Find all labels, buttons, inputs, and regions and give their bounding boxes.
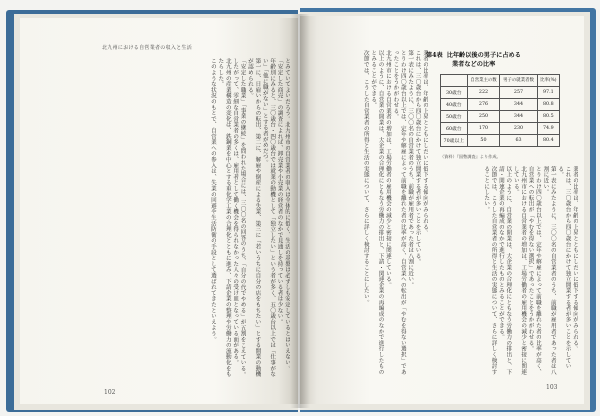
right-page-body-text-lower: 業者の比率は、年齢の上昇とともにしだいに低下する傾向がみられる。 これは、三〇歳台から四〇歳台にかけて独立開業する者が多いことを示している。 第一表にみたように、三〇〇名の自営業者のうち、前職が雇用者であった者は八割に近い。 とりわけ四〇歳台以上では、定年や解雇によって前職を離れた者の比率が高く、自営業への転出が「やむを得ない選択」であったことをうかがわせる。 北九州市における自営業者の増加は、工場労働者の雇用機会の減少と密接に関連している。 以上のように、自営業の開業は、大企業の合理化にともなう労働力の排出と、下請・関連企業の再編成のなかで進行したものとみることができる。 次節では、こうした自営業者の所得と生活の実態について、さらに詳しく検討することにしたい。 (483, 166, 578, 375)
table-cell: 70歳以上 (441, 135, 468, 147)
stats-table (440, 74, 560, 147)
table-header-cell: 比率(%) (537, 75, 559, 87)
right-page (300, 16, 584, 404)
table-cell: 50歳台 (441, 111, 468, 123)
table-cell: 97.1 (537, 87, 559, 99)
table-row (441, 135, 560, 147)
table-cell: 50 (467, 135, 500, 147)
table-cell: 40歳台 (441, 99, 468, 111)
table-cell: 170 (467, 123, 500, 135)
left-page (20, 18, 298, 404)
table-cell: 74.9 (537, 123, 559, 135)
table-cell: 344 (500, 111, 537, 123)
table-header-cell (441, 75, 468, 87)
table-cell: 60歳台 (441, 123, 468, 135)
table-cell: 80.5 (537, 111, 559, 123)
book-gutter (290, 14, 310, 408)
table-title (426, 52, 521, 60)
table-row (441, 99, 560, 111)
table-header-row (441, 75, 560, 87)
table-cell: 30歳台 (441, 87, 468, 99)
right-page-number: 103 (546, 384, 558, 391)
table-cell: 250 (467, 111, 500, 123)
table-header-cell: 自営業主の数 (467, 75, 500, 87)
table-cell: 276 (467, 99, 500, 111)
table-title-line2: 業者などの比率 (452, 61, 496, 68)
table-number: 第4表 (426, 52, 443, 59)
right-page-body-text-upper: 業者の比率は、年齢の上昇とともにしだいに低下する傾向がみられる。 これは、三〇歳台から四〇歳台にかけて独立開業する者が多いことを示している。 第一表にみたように、三〇〇名の自営業者のうち、前職が雇用者であった者は八割に近い。 とりわけ四〇歳台以上では、定年や解雇によって前職を離れた者の比率が高く、自営業への転出が「やむを得ない選択」であったことをうかがわせる。 北九州市における自営業者の増加は、工場労働者の雇用機会の減少と密接に関連している。 以上のように、自営業の開業は、大企業の合理化にともなう労働力の排出と、下請・関連企業の再編成のなかで進行したものとみることができる。 次節では、こうした自営業者の所得と生活の実態について、さらに詳しく検討することにしたい。 (362, 50, 428, 375)
left-page-body-text: とみていてよいだろう。北九州市の自営業者の収入は全体的に低く、生活の基盤は必ずしも安定しているとはいえない。 「安定した商売」の調査によれば、卸売業や小売業の経営者のなかで見通しを持っている者は少ない。 年齢別にみると、三〇歳台・四〇歳台では就業の動機として「独立したい」という者が多く、五〇歳台以上では「仕事がない」「他に職がない」とする者がめだつ。 第一に、日雇いからの転出、第二に、解雇や倒産による失業、第三に「若いうちに自分の店をもちたい」とする開業の動機が認められる。 「安定した職業」「事業の継続」を問われた場合には、三〇〇名の回答のうち、「自分の代でやめる」が五割をこえている。 したがって、零細な自営業者の多くは、雇用者として働く機会を得られなかった人々の受け皿となっている面がある。 北九州の産業構造の変化は、鉄鋼業を中心とする重化学工業の合理化とともに進み、下請企業の整理や労働力の流動化をもたらした。 このような状況のもとで、自営業への参入は、失業の回避や生活防衛の手段として選ばれてきたといえよう。 (209, 58, 290, 378)
table-row (441, 123, 560, 135)
table-cell: 222 (467, 87, 500, 99)
table-cell: 80.4 (537, 135, 559, 147)
table-cell: 80.8 (537, 99, 559, 111)
table-cell: 257 (500, 87, 537, 99)
table-cell: 344 (500, 99, 537, 111)
running-head: 北九州における自営業者の収入と生活 (102, 45, 193, 51)
table-row (441, 87, 560, 99)
table-header-cell: 男子の就業者数 (500, 75, 537, 87)
left-page-number: 102 (104, 389, 116, 396)
table-source-note: （資料）『国勢調査』より作成。 (440, 154, 501, 159)
table-title-line1: 比年齢以後の男子に占める (446, 52, 521, 59)
table-cell: 230 (500, 123, 537, 135)
table-cell: 63 (500, 135, 537, 147)
table-row (441, 111, 560, 123)
